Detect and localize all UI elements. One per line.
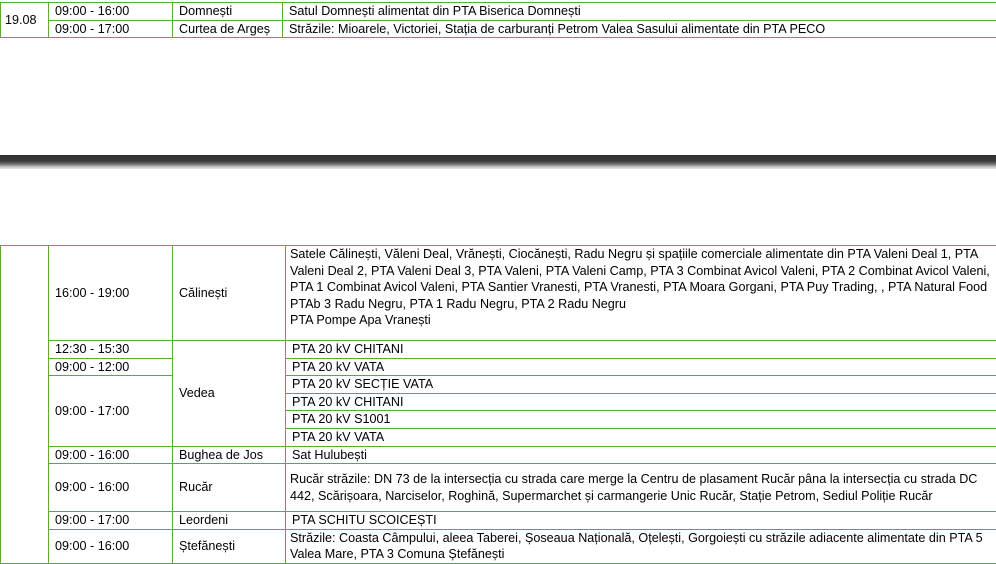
locality-cell: Ștefănești [173, 529, 286, 563]
details-cell: PTA 20 kV VATA [286, 358, 996, 376]
details-cell: Rucăr străzile: DN 73 de la intersecția cu strada care merge la Centru de plasament Rucăr pâna la intersecția cu strada DC 442, Scărișoara, Narciselor, Roghină, Supermarchet și carmangerie Unic Rucăr, Stație Petrom, Sediul Poliție Rucăr [286, 464, 996, 512]
time-cell: 09:00 - 17:00 [49, 376, 173, 446]
date-cell: 19.08 [1, 3, 49, 38]
time-cell: 09:00 - 16:00 [49, 3, 173, 21]
details-cell: Străzile: Coasta Câmpului, aleea Taberei, Șoseaua Națională, Oțelești, Gorgoiești cu străzile adiacente alimentate din PTA 5 Valea Mare, PTA 3 Comuna Ștefănești [286, 529, 996, 563]
table-row [1, 20, 996, 38]
details-cell: PTA 20 kV SECȚIE VATA [286, 376, 996, 394]
locality-cell: Leordeni [173, 512, 286, 530]
details-cell [286, 246, 996, 341]
details-cell: PTA 20 kV CHITANI [286, 393, 996, 411]
locality-cell: Bughea de Jos [173, 446, 286, 464]
table-row [1, 446, 996, 464]
time-cell: 09:00 - 16:00 [49, 529, 173, 563]
time-cell: 09:00 - 12:00 [49, 358, 173, 376]
details-cell: PTA 20 kV CHITANI [286, 341, 996, 359]
locality-cell: Rucăr [173, 464, 286, 512]
time-cell: 09:00 - 17:00 [49, 512, 173, 530]
time-cell: 09:00 - 16:00 [49, 464, 173, 512]
details-cell: Satul Domnești alimentat din PTA Biserica Domnești [283, 3, 996, 21]
time-cell: 09:00 - 17:00 [49, 20, 173, 38]
table-row [1, 512, 996, 530]
locality-cell: Vedea [173, 341, 286, 447]
details-text: PTA Pompe Apa Vranești [290, 312, 995, 329]
outage-table-bottom [0, 245, 996, 564]
page-separator [0, 155, 996, 169]
date-cell [1, 246, 49, 564]
table-row [1, 464, 996, 512]
outage-table-top [0, 2, 996, 38]
details-cell: PTA SCHITU SCOICEȘTI [286, 512, 996, 530]
table-row [1, 3, 996, 21]
time-cell: 16:00 - 19:00 [49, 246, 173, 341]
table-row [1, 246, 996, 341]
locality-cell: Călinești [173, 246, 286, 341]
details-cell: Sat Hulubești [286, 446, 996, 464]
details-text: Satele Călinești, Văleni Deal, Vrănești, Ciocănești, Radu Negru și spațiile comerciale alimentate din PTA Valeni Deal 1, PTA Valeni Deal 2, PTA Valeni Deal 3, PTA Valeni, PTA Valeni Camp, PTA 3 Combinat Avicol Valeni, PTA 2 Combinat Avicol Valeni, PTA 1 Combinat Avicol Valeni, PTA Santier Vranesti, PTA Vranesti, PTA Moara Gorgani, PTA Puy Trading, , PTA Natural Food [290, 246, 995, 296]
time-cell: 12:30 - 15:30 [49, 341, 173, 359]
details-cell: PTA 20 kV S1001 [286, 411, 996, 429]
table-row [1, 529, 996, 563]
details-cell: Străzile: Mioarele, Victoriei, Stația de carburanți Petrom Valea Sasului alimentate din PTA PECO [283, 20, 996, 38]
locality-cell: Domnești [173, 3, 283, 21]
time-cell: 09:00 - 16:00 [49, 446, 173, 464]
table-row [1, 376, 996, 394]
table-row [1, 358, 996, 376]
locality-cell: Curtea de Argeș [173, 20, 283, 38]
table-row [1, 341, 996, 359]
details-cell: PTA 20 kV VATA [286, 428, 996, 446]
details-text: PTAb 3 Radu Negru, PTA 1 Radu Negru, PTA 2 Radu Negru [290, 296, 995, 313]
